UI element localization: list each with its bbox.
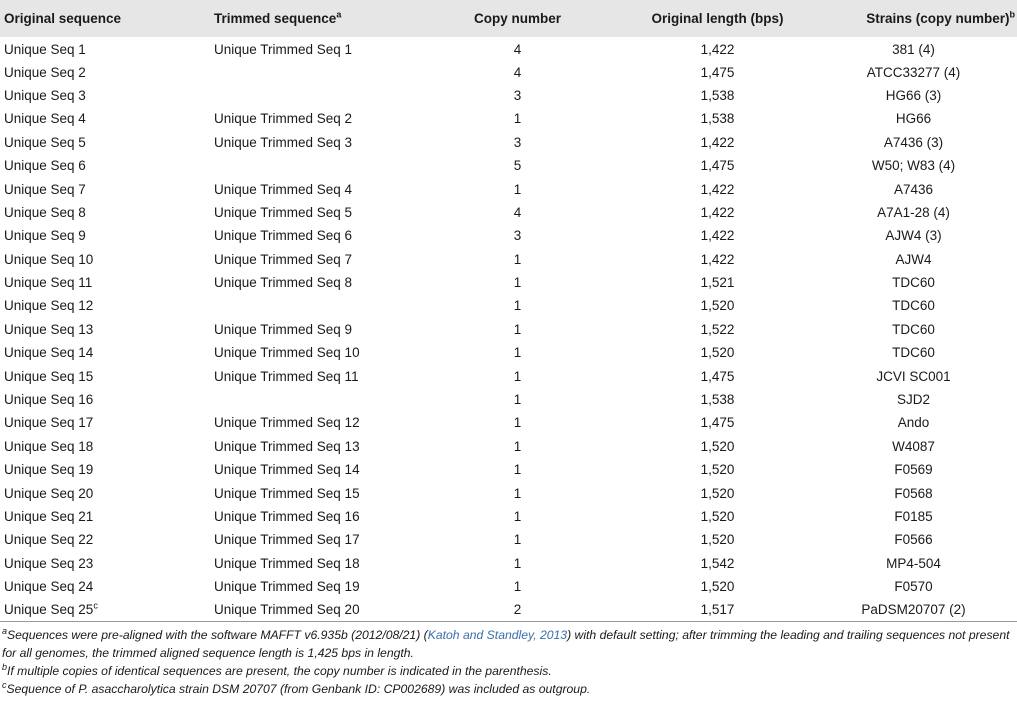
cell-original-sequence-text: Unique Seq 4 [4, 111, 86, 127]
cell-copy-number [410, 318, 625, 341]
cell-original-length [625, 37, 810, 60]
cell-strains [810, 435, 1017, 458]
cell-original-sequence [0, 481, 214, 504]
cell-copy-number [410, 528, 625, 551]
cell-original-sequence-text: Unique Seq 23 [4, 555, 94, 571]
table-body [0, 37, 1017, 622]
cell-trimmed-sequence-text: Unique Trimmed Seq 4 [214, 181, 353, 197]
cell-strains [810, 552, 1017, 575]
cell-trimmed-sequence [214, 552, 410, 575]
cell-original-length [625, 201, 810, 224]
cell-original-sequence [0, 177, 214, 200]
footnote-mark-a: a [336, 9, 342, 20]
header-original-label: Original sequence [4, 11, 122, 26]
cell-original-sequence-text: Unique Seq 20 [4, 485, 94, 501]
table-row [0, 575, 1017, 598]
cell-original-sequence [0, 271, 214, 294]
cell-original-length [625, 294, 810, 317]
cell-strains [810, 131, 1017, 154]
cell-copy-number [410, 435, 625, 458]
cell-original-length [625, 341, 810, 364]
cell-original-sequence-text: Unique Seq 18 [4, 438, 94, 454]
cell-copy-number-text: 2 [513, 602, 522, 618]
cell-copy-number-text: 1 [513, 368, 522, 384]
cell-original-length [625, 388, 810, 411]
cell-copy-number-text: 1 [513, 345, 522, 361]
cell-copy-number [410, 271, 625, 294]
cell-copy-number-text: 1 [513, 438, 522, 454]
cell-strains [810, 388, 1017, 411]
table-row [0, 505, 1017, 528]
cell-copy-number-text: 1 [513, 532, 522, 548]
cell-original-length [625, 364, 810, 387]
cell-copy-number-text: 3 [513, 134, 522, 150]
table-row [0, 435, 1017, 458]
cell-copy-number [410, 341, 625, 364]
cell-original-sequence-text: Unique Seq 3 [4, 87, 86, 103]
cell-strains-text: AJW4 (3) [885, 228, 942, 244]
cell-original-length [625, 84, 810, 107]
cell-original-length-text: 1,475 [700, 368, 735, 384]
footnote-c [2, 680, 1011, 698]
table-row [0, 341, 1017, 364]
table-row [0, 37, 1017, 60]
cell-strains-text: MP4-504 [886, 555, 941, 571]
cell-copy-number [410, 411, 625, 434]
cell-original-sequence-text: Unique Seq 12 [4, 298, 94, 314]
cell-strains [810, 505, 1017, 528]
cell-original-length [625, 107, 810, 130]
cell-copy-number-text: 1 [513, 392, 522, 408]
cell-original-length [625, 458, 810, 481]
cell-strains [810, 107, 1017, 130]
cell-strains-text: 381 (4) [892, 42, 935, 58]
cell-trimmed-sequence-text: Unique Trimmed Seq 19 [214, 579, 360, 595]
cell-strains [810, 528, 1017, 551]
cell-trimmed-sequence [214, 60, 410, 83]
cell-original-length-text: 1,520 [700, 532, 735, 548]
cell-trimmed-sequence [214, 107, 410, 130]
cell-strains-text: W50; W83 (4) [871, 158, 956, 174]
cell-copy-number-text: 4 [513, 204, 522, 220]
table-row [0, 84, 1017, 107]
cell-original-length [625, 435, 810, 458]
cell-original-length [625, 552, 810, 575]
cell-original-sequence-text: Unique Seq 14 [4, 345, 94, 361]
cell-strains-text: F0568 [894, 485, 933, 501]
cell-original-sequence [0, 575, 214, 598]
cell-strains [810, 575, 1017, 598]
cell-original-sequence-text: Unique Seq 15 [4, 368, 94, 384]
cell-copy-number-text: 1 [513, 579, 522, 595]
cell-copy-number [410, 481, 625, 504]
cell-trimmed-sequence [214, 458, 410, 481]
cell-copy-number-text: 4 [513, 42, 522, 58]
header-copy-number [410, 0, 625, 37]
cell-original-length [625, 481, 810, 504]
cell-strains-text: HG66 [895, 111, 932, 127]
cell-original-sequence-text: Unique Seq 17 [4, 415, 94, 431]
cell-trimmed-sequence [214, 505, 410, 528]
table-row [0, 528, 1017, 551]
cell-trimmed-sequence-text: Unique Trimmed Seq 17 [214, 532, 360, 548]
cell-trimmed-sequence [214, 154, 410, 177]
cell-original-length-text: 1,520 [700, 509, 735, 524]
cell-copy-number-text: 1 [513, 181, 522, 197]
cell-original-length [625, 224, 810, 247]
cell-trimmed-sequence-text: Unique Trimmed Seq 11 [214, 368, 359, 384]
cell-original-sequence [0, 458, 214, 481]
cell-strains-text: A7A1-28 (4) [877, 204, 950, 220]
table-row [0, 552, 1017, 575]
cell-original-length-text: 1,538 [700, 392, 735, 408]
cell-strains [810, 224, 1017, 247]
cell-strains-text: AJW4 [895, 251, 932, 267]
cell-copy-number [410, 84, 625, 107]
cell-original-sequence [0, 598, 214, 621]
cell-original-sequence [0, 154, 214, 177]
cell-trimmed-sequence-text: Unique Trimmed Seq 1 [214, 42, 353, 58]
cell-original-sequence-text: Unique Seq 10 [4, 251, 94, 267]
cell-original-sequence-text: Unique Seq 22 [4, 532, 94, 548]
cell-original-length-text: 1,522 [700, 321, 735, 337]
cell-copy-number-text: 4 [513, 64, 522, 80]
cell-original-sequence [0, 131, 214, 154]
cell-original-length-text: 1,517 [700, 602, 735, 618]
cell-original-length-text: 1,542 [700, 555, 735, 571]
cell-trimmed-sequence-text: Unique Trimmed Seq 13 [214, 438, 360, 454]
cell-original-length-text: 1,538 [700, 87, 735, 103]
table-row [0, 201, 1017, 224]
cell-copy-number-text: 1 [513, 415, 522, 431]
cell-original-sequence-text: Unique Seq 13 [4, 321, 94, 337]
header-strains-label: Strains (copy number) [866, 11, 1010, 26]
cell-trimmed-sequence-text: Unique Trimmed Seq 12 [214, 415, 360, 431]
cell-strains [810, 154, 1017, 177]
table-row [0, 458, 1017, 481]
cell-copy-number [410, 364, 625, 387]
cell-strains-text: JCVI SC001 [876, 368, 951, 384]
cell-strains-text: ATCC33277 (4) [866, 64, 961, 80]
cell-trimmed-sequence [214, 598, 410, 621]
footnote-mark-b: b [1009, 9, 1015, 20]
cell-trimmed-sequence-text: Unique Trimmed Seq 16 [214, 509, 360, 524]
cell-trimmed-sequence [214, 177, 410, 200]
footnote-mark-c: c [93, 600, 98, 611]
cell-copy-number [410, 598, 625, 621]
table-row [0, 60, 1017, 83]
cell-strains-text: HG66 (3) [885, 87, 942, 103]
cell-original-length-text: 1,520 [700, 462, 735, 478]
cell-trimmed-sequence-text: Unique Trimmed Seq 5 [214, 204, 353, 220]
cell-original-length [625, 271, 810, 294]
table-row [0, 154, 1017, 177]
cell-strains-text: TDC60 [892, 298, 935, 314]
cell-copy-number [410, 60, 625, 83]
cell-trimmed-sequence [214, 435, 410, 458]
cell-trimmed-sequence-text: Unique Trimmed Seq 7 [214, 251, 353, 267]
table-row [0, 598, 1017, 621]
cell-strains-text: PaDSM20707 (2) [861, 602, 966, 618]
table-row [0, 131, 1017, 154]
cell-original-length-text: 1,422 [700, 204, 735, 220]
cell-trimmed-sequence [214, 481, 410, 504]
cell-original-length [625, 131, 810, 154]
cell-original-length-text: 1,520 [700, 438, 735, 454]
cell-original-sequence [0, 552, 214, 575]
cell-original-length-text: 1,520 [700, 298, 735, 314]
cell-strains [810, 84, 1017, 107]
cell-copy-number-text: 1 [513, 462, 522, 478]
cell-strains-text: F0570 [894, 579, 933, 595]
cell-copy-number-text: 3 [513, 228, 522, 244]
cell-strains-text: TDC60 [892, 345, 935, 361]
cell-original-length-text: 1,521 [700, 275, 735, 291]
cell-strains [810, 364, 1017, 387]
cell-original-sequence [0, 60, 214, 83]
cell-original-length [625, 411, 810, 434]
cell-copy-number [410, 575, 625, 598]
cell-strains [810, 481, 1017, 504]
cell-copy-number [410, 224, 625, 247]
cell-original-sequence [0, 364, 214, 387]
cell-copy-number-text: 1 [513, 275, 522, 291]
cell-strains [810, 248, 1017, 271]
cell-trimmed-sequence-text: Unique Trimmed Seq 9 [214, 321, 353, 337]
cell-strains-text: A7436 (3) [883, 134, 944, 150]
cell-original-sequence [0, 248, 214, 271]
cell-trimmed-sequence-text: Unique Trimmed Seq 10 [214, 345, 360, 361]
cell-copy-number-text: 1 [513, 321, 522, 337]
cell-strains [810, 458, 1017, 481]
cell-original-length [625, 528, 810, 551]
header-original-sequence [0, 0, 214, 37]
cell-copy-number [410, 552, 625, 575]
cell-original-length-text: 1,422 [700, 228, 735, 244]
header-strains [810, 0, 1017, 37]
cell-strains-text: F0566 [894, 532, 933, 548]
cell-copy-number-text: 5 [513, 158, 522, 174]
cell-copy-number [410, 107, 625, 130]
footnote-b-mark: b [2, 662, 8, 673]
cell-strains [810, 598, 1017, 621]
cell-original-sequence-text: Unique Seq 8 [4, 204, 86, 220]
cell-original-sequence-text: Unique Seq 9 [4, 228, 86, 244]
cell-trimmed-sequence [214, 37, 410, 60]
cell-original-sequence [0, 411, 214, 434]
cell-strains [810, 294, 1017, 317]
header-original-length [625, 0, 810, 37]
cell-original-length [625, 177, 810, 200]
cell-copy-number [410, 154, 625, 177]
cell-copy-number [410, 131, 625, 154]
cell-original-sequence-text: Unique Seq 21 [4, 509, 94, 524]
cell-trimmed-sequence [214, 528, 410, 551]
header-trimmed-sequence [214, 0, 410, 37]
cell-strains [810, 37, 1017, 60]
cell-original-sequence-text: Unique Seq 7 [4, 181, 86, 197]
header-copy-label: Copy number [473, 11, 561, 26]
cell-original-length-text: 1,422 [700, 251, 735, 267]
cell-original-length-text: 1,475 [700, 64, 735, 80]
cell-strains [810, 201, 1017, 224]
cell-original-sequence [0, 37, 214, 60]
cell-copy-number-text: 1 [513, 111, 522, 127]
cell-trimmed-sequence-text: Unique Trimmed Seq 3 [214, 134, 353, 150]
cell-original-length-text: 1,475 [700, 158, 735, 174]
header-length-label: Original length (bps) [651, 11, 784, 26]
cell-strains-text: A7436 [893, 181, 934, 197]
cell-copy-number [410, 37, 625, 60]
cell-strains [810, 60, 1017, 83]
cell-copy-number-text: 1 [513, 555, 522, 571]
cell-original-sequence [0, 341, 214, 364]
cell-trimmed-sequence-text: Unique Trimmed Seq 20 [214, 602, 360, 618]
cell-strains-text: F0569 [894, 462, 933, 478]
cell-original-length [625, 575, 810, 598]
cell-original-sequence [0, 84, 214, 107]
cell-trimmed-sequence [214, 388, 410, 411]
cell-original-sequence [0, 505, 214, 528]
cell-original-sequence-text: Unique Seq 19 [4, 462, 94, 478]
cell-copy-number [410, 177, 625, 200]
footnote-a [2, 626, 1011, 662]
cell-original-sequence [0, 107, 214, 130]
cell-original-sequence [0, 224, 214, 247]
cell-original-sequence-text: Unique Seq 6 [4, 158, 86, 174]
cell-original-length [625, 598, 810, 621]
table-row [0, 364, 1017, 387]
footnote-c-mark: c [2, 680, 7, 691]
table-row [0, 481, 1017, 504]
cell-original-length [625, 60, 810, 83]
cell-copy-number-text: 1 [513, 485, 522, 501]
cell-trimmed-sequence [214, 224, 410, 247]
cell-strains-text: F0185 [894, 509, 933, 524]
cell-copy-number [410, 201, 625, 224]
cell-original-length-text: 1,422 [700, 134, 735, 150]
cell-trimmed-sequence [214, 294, 410, 317]
cell-copy-number [410, 458, 625, 481]
footnote-c-text: Sequence of P. asaccharolytica strain DSM 20707 (from Genbank ID: CP002689) was included as outgroup. [6, 682, 591, 697]
cell-original-length-text: 1,520 [700, 345, 735, 361]
cell-original-sequence [0, 318, 214, 341]
cell-copy-number-text: 1 [513, 298, 522, 314]
cell-strains-text: W4087 [892, 438, 935, 454]
cell-trimmed-sequence [214, 364, 410, 387]
table-row [0, 318, 1017, 341]
cell-strains [810, 177, 1017, 200]
cell-trimmed-sequence [214, 201, 410, 224]
cell-trimmed-sequence-text: Unique Trimmed Seq 8 [214, 275, 353, 291]
footnote-b [2, 662, 1011, 680]
cell-copy-number-text: 3 [513, 87, 522, 103]
cell-strains [810, 318, 1017, 341]
cell-strains [810, 341, 1017, 364]
cell-original-sequence [0, 528, 214, 551]
table-row [0, 177, 1017, 200]
cell-copy-number-text: 1 [513, 509, 522, 524]
table-row [0, 294, 1017, 317]
cell-trimmed-sequence [214, 575, 410, 598]
cell-trimmed-sequence [214, 341, 410, 364]
cell-copy-number-text: 1 [513, 251, 522, 267]
cell-original-sequence [0, 435, 214, 458]
cell-copy-number [410, 248, 625, 271]
cell-trimmed-sequence-text: Unique Trimmed Seq 2 [214, 111, 353, 127]
table-row [0, 107, 1017, 130]
cell-original-sequence-text: Unique Seq 24 [4, 579, 94, 595]
cell-trimmed-sequence-text: Unique Trimmed Seq 6 [214, 228, 353, 244]
cell-strains-text: Ando [897, 415, 930, 431]
cell-original-length-text: 1,475 [700, 415, 735, 431]
cell-strains [810, 271, 1017, 294]
cell-copy-number [410, 294, 625, 317]
cell-original-sequence-text: Unique Seq 2 [4, 64, 86, 80]
cell-original-sequence-text: Unique Seq 25 [4, 602, 94, 618]
cell-original-length [625, 248, 810, 271]
cell-trimmed-sequence [214, 318, 410, 341]
header-trimmed-label: Trimmed sequence [214, 11, 337, 26]
cell-original-length-text: 1,422 [700, 181, 735, 197]
cell-original-sequence-text: Unique Seq 16 [4, 392, 94, 408]
cell-trimmed-sequence-text: Unique Trimmed Seq 18 [214, 555, 360, 571]
footnote-a-pre: Sequences were pre-aligned with the software MAFFT v6.935b (2012/08/21) ( [7, 628, 428, 643]
table-row [0, 224, 1017, 247]
table-footnotes [0, 622, 1017, 698]
cell-strains-text: SJD2 [896, 392, 930, 408]
cell-original-sequence [0, 388, 214, 411]
cell-strains-text: TDC60 [892, 275, 935, 291]
cell-strains [810, 411, 1017, 434]
footnote-b-text: If multiple copies of identical sequences are present, the copy number is indicated in the parenthesis. [7, 664, 552, 679]
cell-trimmed-sequence [214, 248, 410, 271]
footnote-a-reference-link[interactable]: Katoh and Standley, 2013 [427, 628, 568, 643]
footnote-a-mark: a [2, 626, 8, 637]
footnote-a-post: ) with default setting; after trimming the leading and trailing sequences not present for all genomes, the trimmed aligned sequence length is 1,425 bps in length. [2, 628, 1010, 661]
table-row [0, 248, 1017, 271]
cell-copy-number [410, 388, 625, 411]
cell-original-sequence-text: Unique Seq 5 [4, 134, 86, 150]
cell-trimmed-sequence-text: Unique Trimmed Seq 15 [214, 485, 360, 501]
cell-original-length [625, 318, 810, 341]
cell-original-length [625, 154, 810, 177]
table-row [0, 388, 1017, 411]
cell-trimmed-sequence [214, 131, 410, 154]
header-row [0, 0, 1017, 37]
cell-trimmed-sequence [214, 411, 410, 434]
table-header [0, 0, 1017, 37]
cell-original-length [625, 505, 810, 528]
cell-original-length-text: 1,538 [700, 111, 735, 127]
cell-original-length-text: 1,422 [700, 42, 735, 58]
cell-original-sequence [0, 294, 214, 317]
table-row [0, 411, 1017, 434]
cell-trimmed-sequence [214, 84, 410, 107]
cell-strains-text: TDC60 [892, 321, 935, 337]
table-row [0, 271, 1017, 294]
cell-original-length-text: 1,520 [700, 579, 735, 595]
cell-copy-number [410, 505, 625, 528]
cell-original-length-text: 1,520 [700, 485, 735, 501]
cell-trimmed-sequence [214, 271, 410, 294]
cell-original-sequence [0, 201, 214, 224]
cell-original-sequence-text: Unique Seq 1 [4, 42, 86, 58]
cell-trimmed-sequence-text: Unique Trimmed Seq 14 [214, 462, 360, 478]
cell-original-sequence-text: Unique Seq 11 [4, 275, 93, 291]
